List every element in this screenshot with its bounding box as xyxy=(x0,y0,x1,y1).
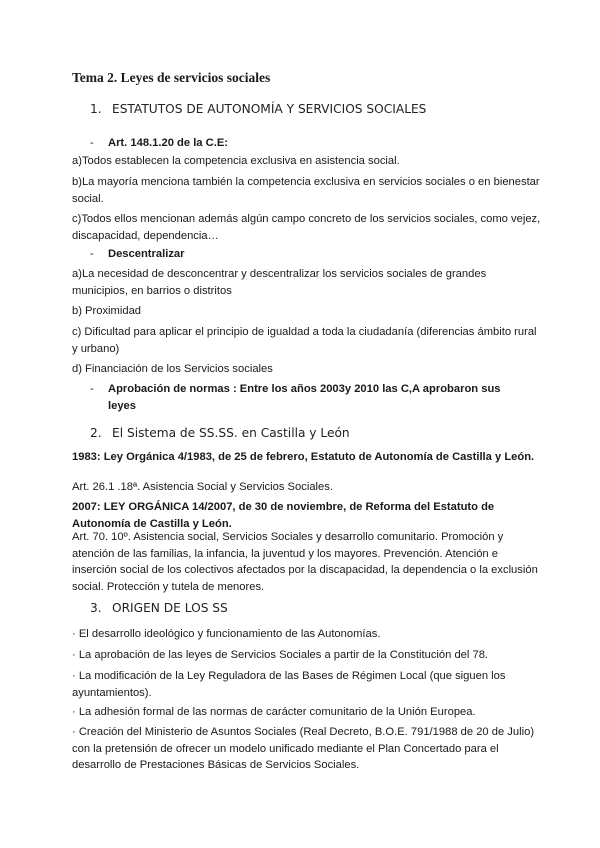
bullet-dash: - xyxy=(90,137,94,149)
law-title: 2007: LEY ORGÁNICA 14/2007, de 30 de noviembre, de Reforma del Estatuto de Autonomía de Castilla y León. xyxy=(72,501,495,530)
paragraph: b)La mayoría menciona también la competencia exclusiva en servicios sociales o en bienestar social. xyxy=(72,176,540,205)
paragraph: a)La necesidad de desconcentrar y descentralizar los servicios sociales de grandes municipios, en barrios o distritos xyxy=(72,268,487,297)
section-heading-1 xyxy=(90,102,426,116)
paragraph: a)Todos establecen la competencia exclusiva en asistencia social. xyxy=(72,155,400,167)
bullet-text: Aprobación de normas : Entre los años 2003y 2010 las C,A aprobaron sus leyes xyxy=(108,383,501,412)
section-heading-2 xyxy=(90,426,350,440)
law-text: Art. 26.1 .18ª. Asistencia Social y Servicios Sociales. xyxy=(72,481,333,493)
section-number: 2. xyxy=(90,426,102,440)
section-number: 1. xyxy=(90,102,102,116)
section-number: 3. xyxy=(90,601,102,615)
list-item: · Creación del Ministerio de Asuntos Sociales (Real Decreto, B.O.E. 791/1988 de 20 de Julio) con la pretensión de ofrecer un modelo unificado mediante el Plan Concertado para el desarrollo de Prestaciones Básicas de Servicios Sociales. xyxy=(72,726,535,771)
paragraph: c) Dificultad para aplicar el principio de igualdad a toda la ciudadanía (diferencias ámbito rural y urbano) xyxy=(72,326,537,355)
bullet-item xyxy=(90,135,520,152)
law-text: Art. 70. 10º. Asistencia social, Servicios Sociales y desarrollo comunitario. Promoción y atención de las familias, la infancia, la juventud y los mayores. Prevención. Atención e inserción social de los colectivos afectados por la discapacidad, la dependencia o la exclusión social. Protección y tutela de menores. xyxy=(72,531,538,593)
law-title: 1983: Ley Orgánica 4/1983, de 25 de febrero, Estatuto de Autonomía de Castilla y León. xyxy=(72,451,535,463)
bullet-item xyxy=(90,246,520,263)
section-title: ESTATUTOS DE AUTONOMÍA Y SERVICIOS SOCIALES xyxy=(112,102,427,116)
list-item: · La adhesión formal de las normas de carácter comunitario de la Unión Europea. xyxy=(72,706,476,718)
section-heading-3 xyxy=(90,601,228,615)
bullet-item xyxy=(90,381,520,414)
section-title: El Sistema de SS.SS. en Castilla y León xyxy=(112,426,350,440)
list-item: · El desarrollo ideológico y funcionamiento de las Autonomías. xyxy=(72,628,381,640)
paragraph: d) Financiación de los Servicios sociales xyxy=(72,363,273,375)
section-title: ORIGEN DE LOS SS xyxy=(112,601,228,615)
bullet-dash: - xyxy=(90,248,94,260)
paragraph: b) Proximidad xyxy=(72,305,142,317)
list-item: · La modificación de la Ley Reguladora de las Bases de Régimen Local (que siguen los ayuntamientos). xyxy=(72,670,506,699)
document-title: Tema 2. Leyes de servicios sociales xyxy=(72,70,271,85)
paragraph: c)Todos ellos mencionan además algún campo concreto de los servicios sociales, como vejez, discapacidad, dependencia… xyxy=(72,213,541,242)
bullet-dash: - xyxy=(90,383,94,395)
bullet-text: Art. 148.1.20 de la C.E: xyxy=(108,137,229,149)
list-item: · La aprobación de las leyes de Servicios Sociales a partir de la Constitución del 78. xyxy=(72,649,489,661)
bullet-text: Descentralizar xyxy=(108,248,185,260)
